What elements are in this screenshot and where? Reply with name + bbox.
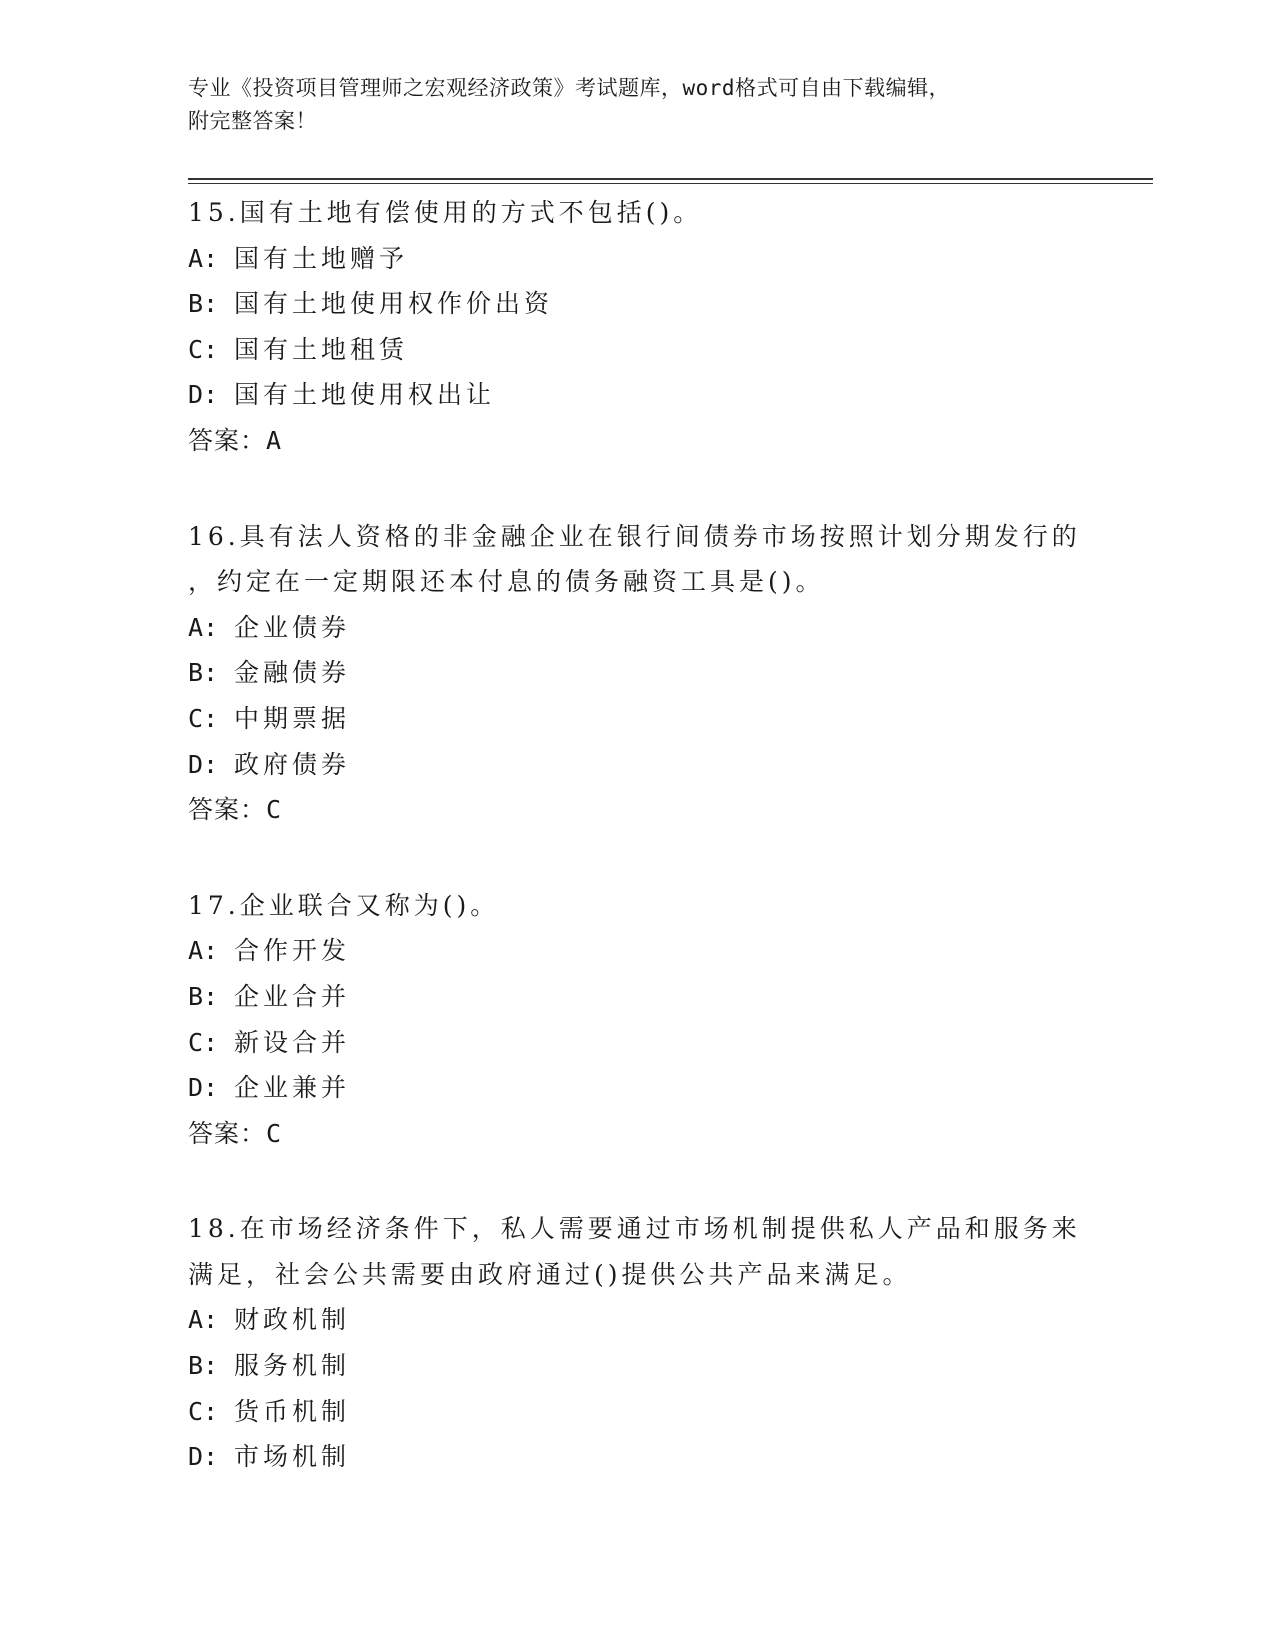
option-c bbox=[188, 1020, 1088, 1066]
option-text: 市场机制 bbox=[234, 1442, 351, 1472]
option-letter: C: bbox=[188, 1396, 219, 1426]
option-a bbox=[188, 605, 1088, 651]
question-list bbox=[188, 190, 1088, 1530]
option-b bbox=[188, 1343, 1088, 1389]
question-stem-line: 15.国有土地有偿使用的方式不包括()。 bbox=[188, 198, 703, 227]
option-letter: C: bbox=[188, 334, 219, 364]
option-letter: B: bbox=[188, 289, 219, 319]
option-a bbox=[188, 1297, 1088, 1343]
option-d bbox=[188, 372, 1088, 418]
option-letter: B: bbox=[188, 658, 219, 688]
document-header bbox=[188, 72, 1088, 138]
option-c bbox=[188, 1389, 1088, 1435]
question-stem bbox=[188, 1206, 1088, 1297]
answer-line bbox=[188, 1111, 1088, 1157]
option-c bbox=[188, 696, 1088, 742]
option-letter: D: bbox=[188, 1442, 219, 1472]
header-line-1: 专业《投资项目管理师之宏观经济政策》考试题库，word格式可自由下载编辑， bbox=[188, 76, 951, 100]
option-d bbox=[188, 742, 1088, 788]
option-letter: D: bbox=[188, 749, 219, 779]
option-letter: A: bbox=[188, 243, 219, 273]
option-text: 企业兼并 bbox=[234, 1073, 351, 1103]
question-15 bbox=[188, 190, 1088, 464]
question-16 bbox=[188, 514, 1088, 833]
option-text: 中期票据 bbox=[234, 703, 351, 733]
option-text: 服务机制 bbox=[234, 1351, 351, 1381]
header-divider-thin bbox=[188, 183, 1153, 184]
option-letter: A: bbox=[188, 1305, 219, 1335]
option-text: 国有土地赠予 bbox=[234, 243, 409, 273]
option-text: 货币机制 bbox=[234, 1396, 351, 1426]
question-stem-line: 18.在市场经济条件下，私人需要通过市场机制提供私人产品和服务来 bbox=[188, 1214, 1081, 1244]
option-text: 企业债券 bbox=[234, 612, 351, 642]
answer-value: C bbox=[266, 1118, 283, 1148]
option-letter: A: bbox=[188, 936, 219, 966]
option-text: 金融债券 bbox=[234, 658, 351, 688]
option-letter: D: bbox=[188, 1073, 219, 1103]
option-letter: D: bbox=[188, 380, 219, 410]
option-text: 财政机制 bbox=[234, 1305, 351, 1335]
answer-value: A bbox=[266, 425, 283, 455]
option-c bbox=[188, 327, 1088, 373]
option-letter: C: bbox=[188, 703, 219, 733]
question-stem bbox=[188, 883, 1088, 929]
option-letter: B: bbox=[188, 1351, 219, 1381]
question-stem-line: 16.具有法人资格的非金融企业在银行间债券市场按照计划分期发行的 bbox=[188, 521, 1081, 551]
question-18 bbox=[188, 1206, 1088, 1480]
question-stem-line: 17.企业联合又称为()。 bbox=[188, 890, 500, 920]
option-text: 新设合并 bbox=[234, 1027, 351, 1057]
answer-value: C bbox=[266, 795, 283, 825]
header-divider-thick bbox=[188, 178, 1153, 180]
option-text: 国有土地使用权作价出资 bbox=[234, 289, 554, 319]
option-letter: A: bbox=[188, 612, 219, 642]
question-17 bbox=[188, 883, 1088, 1157]
option-d bbox=[188, 1434, 1088, 1480]
answer-line bbox=[188, 418, 1088, 464]
answer-label: 答案： bbox=[188, 425, 267, 455]
option-b bbox=[188, 281, 1088, 327]
option-text: 企业合并 bbox=[234, 981, 351, 1011]
option-text: 合作开发 bbox=[234, 936, 351, 966]
option-text: 国有土地租赁 bbox=[234, 334, 409, 364]
answer-label: 答案： bbox=[188, 795, 267, 825]
header-line-2: 附完整答案！ bbox=[188, 109, 317, 133]
answer-label: 答案： bbox=[188, 1118, 267, 1148]
option-a bbox=[188, 928, 1088, 974]
option-d bbox=[188, 1065, 1088, 1111]
option-letter: B: bbox=[188, 981, 219, 1011]
question-stem-line: 满足，社会公共需要由政府通过()提供公共产品来满足。 bbox=[188, 1259, 912, 1289]
option-letter: C: bbox=[188, 1027, 219, 1057]
option-b bbox=[188, 974, 1088, 1020]
question-stem bbox=[188, 514, 1088, 605]
question-stem-line: ，约定在一定期限还本付息的债务融资工具是()。 bbox=[188, 567, 825, 597]
option-a bbox=[188, 236, 1088, 282]
option-b bbox=[188, 650, 1088, 696]
answer-line bbox=[188, 787, 1088, 833]
option-text: 国有土地使用权出让 bbox=[234, 380, 496, 410]
question-stem bbox=[188, 190, 1088, 236]
option-text: 政府债券 bbox=[234, 749, 351, 779]
